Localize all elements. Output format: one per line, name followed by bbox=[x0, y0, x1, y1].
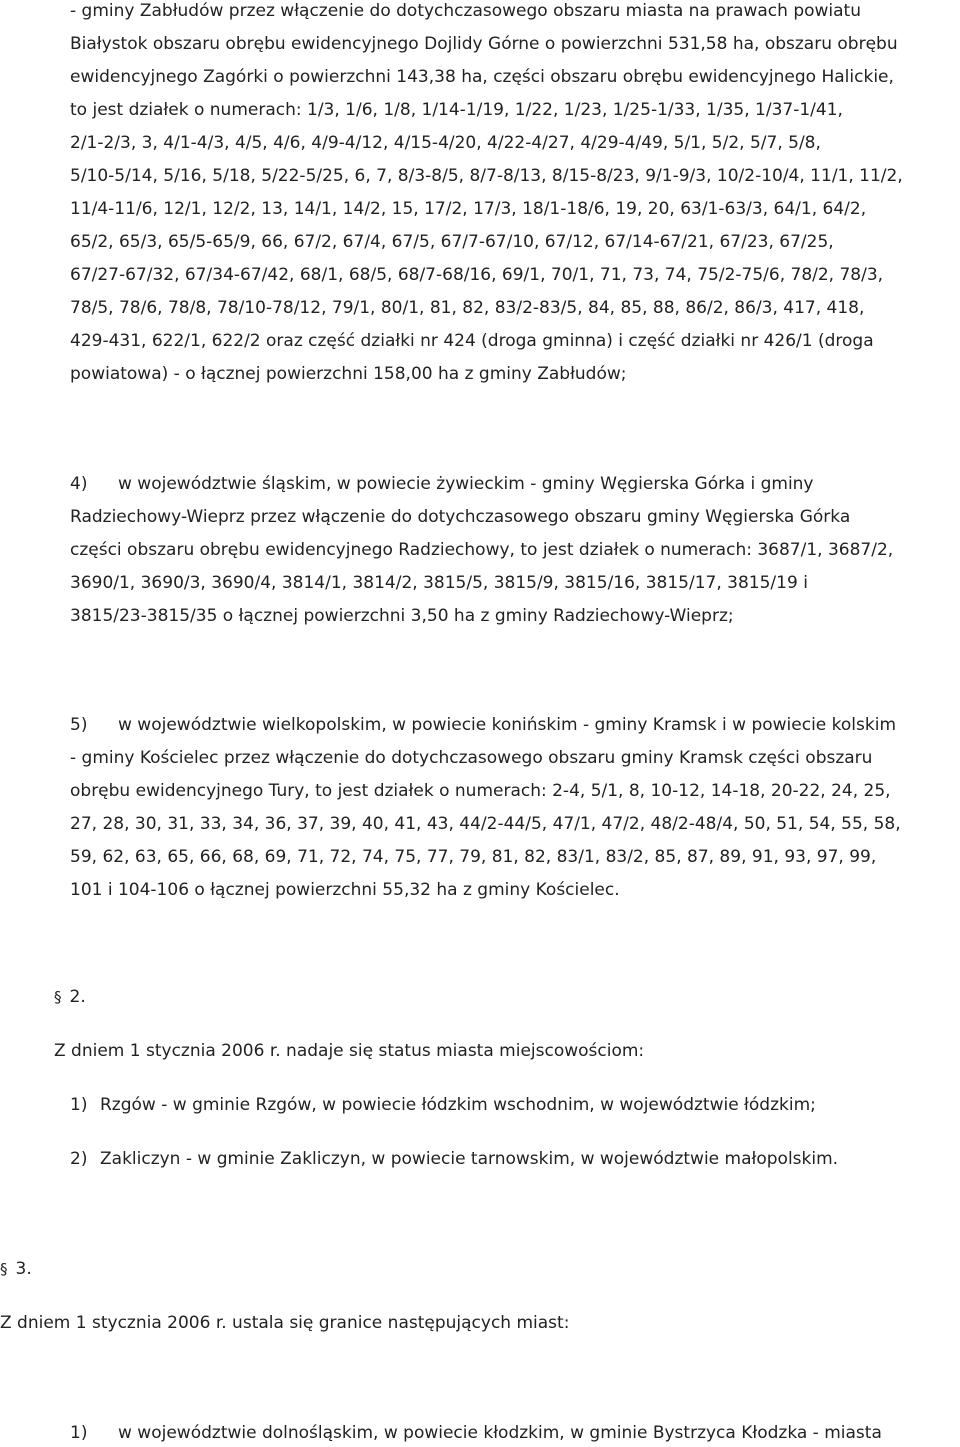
item5-line: 59, 62, 63, 65, 66, 68, 69, 71, 72, 74, 75, 77, 79, 81, 82, 83/1, 83/2, 85, 87, 89, 91, 93, 97, 99, bbox=[70, 847, 877, 867]
item3-line: 78/5, 78/6, 78/8, 78/10-78/12, 79/1, 80/1, 81, 82, 83/2-83/5, 84, 85, 88, 86/2, 86/3, 417, 418, bbox=[70, 298, 865, 318]
item3-line: 67/27-67/32, 67/34-67/42, 68/1, 68/5, 68/7-68/16, 69/1, 70/1, 71, 73, 74, 75/2-75/6, 78/2, 78/3, bbox=[70, 265, 884, 285]
item5-line: 101 i 104-106 o łącznej powierzchni 55,32 ha z gminy Kościelec. bbox=[70, 880, 620, 900]
section3-intro: Z dniem 1 stycznia 2006 r. ustala się granice następujących miast: bbox=[0, 1313, 570, 1333]
item3-line: 65/2, 65/3, 65/5-65/9, 66, 67/2, 67/4, 67/5, 67/7-67/10, 67/12, 67/14-67/21, 67/23, 67/25, bbox=[70, 232, 834, 252]
item4-line: 3815/23-3815/35 o łącznej powierzchni 3,50 ha z gminy Radziechowy-Wieprz; bbox=[70, 606, 734, 626]
item5-line: - gminy Kościelec przez włączenie do dotychczasowego obszaru gminy Kramsk części obszaru bbox=[70, 748, 873, 768]
item4-number: 4) bbox=[70, 474, 88, 494]
item3-line: 2/1-2/3, 3, 4/1-4/3, 4/5, 4/6, 4/9-4/12, 4/15-4/20, 4/22-4/27, 4/29-4/49, 5/1, 5/2, 5/7, 5/8, bbox=[70, 133, 821, 153]
section3-heading bbox=[0, 1258, 32, 1280]
item3-line: ewidencyjnego Zagórki o powierzchni 143,38 ha, części obszaru obrębu ewidencyjnego Halickie, bbox=[70, 67, 894, 87]
section-symbol: § bbox=[54, 988, 62, 1006]
section2-item-number: 1) bbox=[70, 1095, 88, 1115]
item5-line: obrębu ewidencyjnego Tury, to jest działek o numerach: 2-4, 5/1, 8, 10-12, 14-18, 20-22, 24, 25, bbox=[70, 781, 891, 801]
item5-text: w województwie wielkopolskim, w powiecie konińskim - gminy Kramsk i w powiecie kolskim bbox=[118, 715, 897, 735]
item4-line: Radziechowy-Wieprz przez włączenie do dotychczasowego obszaru gminy Węgierska Górka bbox=[70, 507, 851, 527]
item4-first-line bbox=[70, 473, 814, 495]
section3-item bbox=[70, 1422, 882, 1444]
section3-number: 3. bbox=[15, 1259, 32, 1279]
section2-item-number: 2) bbox=[70, 1149, 88, 1169]
item3-line: to jest działek o numerach: 1/3, 1/6, 1/8, 1/14-1/19, 1/22, 1/23, 1/25-1/33, 1/35, 1/37-1/41, bbox=[70, 100, 843, 120]
item4-line: 3690/1, 3690/3, 3690/4, 3814/1, 3814/2, 3815/5, 3815/9, 3815/16, 3815/17, 3815/19 i bbox=[70, 573, 808, 593]
section-symbol: § bbox=[0, 1260, 8, 1278]
section2-heading bbox=[54, 986, 86, 1008]
section2-item-text: Zakliczyn - w gminie Zakliczyn, w powiecie tarnowskim, w województwie małopolskim. bbox=[100, 1149, 839, 1169]
item3-line: 5/10-5/14, 5/16, 5/18, 5/22-5/25, 6, 7, 8/3-8/5, 8/7-8/13, 8/15-8/23, 9/1-9/3, 10/2-10/4, 11/1, 11/2, bbox=[70, 166, 903, 186]
section2-item bbox=[70, 1094, 816, 1116]
section3-item-number: 1) bbox=[70, 1423, 88, 1443]
section2-item-text: Rzgów - w gminie Rzgów, w powiecie łódzkim wschodnim, w województwie łódzkim; bbox=[100, 1095, 816, 1115]
section2-number: 2. bbox=[69, 987, 86, 1007]
item5-number: 5) bbox=[70, 715, 88, 735]
item5-first-line bbox=[70, 714, 896, 736]
section2-intro: Z dniem 1 stycznia 2006 r. nadaje się status miasta miejscowościom: bbox=[54, 1041, 645, 1061]
item4-line: części obszaru obrębu ewidencyjnego Radziechowy, to jest działek o numerach: 3687/1, 3687/2, bbox=[70, 540, 894, 560]
section2-item bbox=[70, 1148, 838, 1170]
item3-line: - gminy Zabłudów przez włączenie do dotychczasowego obszaru miasta na prawach powiatu bbox=[70, 1, 861, 21]
item4-text: w województwie śląskim, w powiecie żywieckim - gminy Węgierska Górka i gminy bbox=[118, 474, 814, 494]
item5-line: 27, 28, 30, 31, 33, 34, 36, 37, 39, 40, 41, 43, 44/2-44/5, 47/1, 47/2, 48/2-48/4, 50, 51, 54, 55, 58, bbox=[70, 814, 901, 834]
item3-line: 429-431, 622/1, 622/2 oraz część działki nr 424 (droga gminna) i część działki nr 426/1 (droga bbox=[70, 331, 874, 351]
item3-line: 11/4-11/6, 12/1, 12/2, 13, 14/1, 14/2, 15, 17/2, 17/3, 18/1-18/6, 19, 20, 63/1-63/3, 64/1, 64/2, bbox=[70, 199, 867, 219]
section3-item-text: w województwie dolnośląskim, w powiecie kłodzkim, w gminie Bystrzyca Kłodzka - miasta bbox=[118, 1423, 882, 1443]
item3-line: powiatowa) - o łącznej powierzchni 158,00 ha z gminy Zabłudów; bbox=[70, 364, 627, 384]
item3-line: Białystok obszaru obrębu ewidencyjnego Dojlidy Górne o powierzchni 531,58 ha, obszaru obrębu bbox=[70, 34, 898, 54]
